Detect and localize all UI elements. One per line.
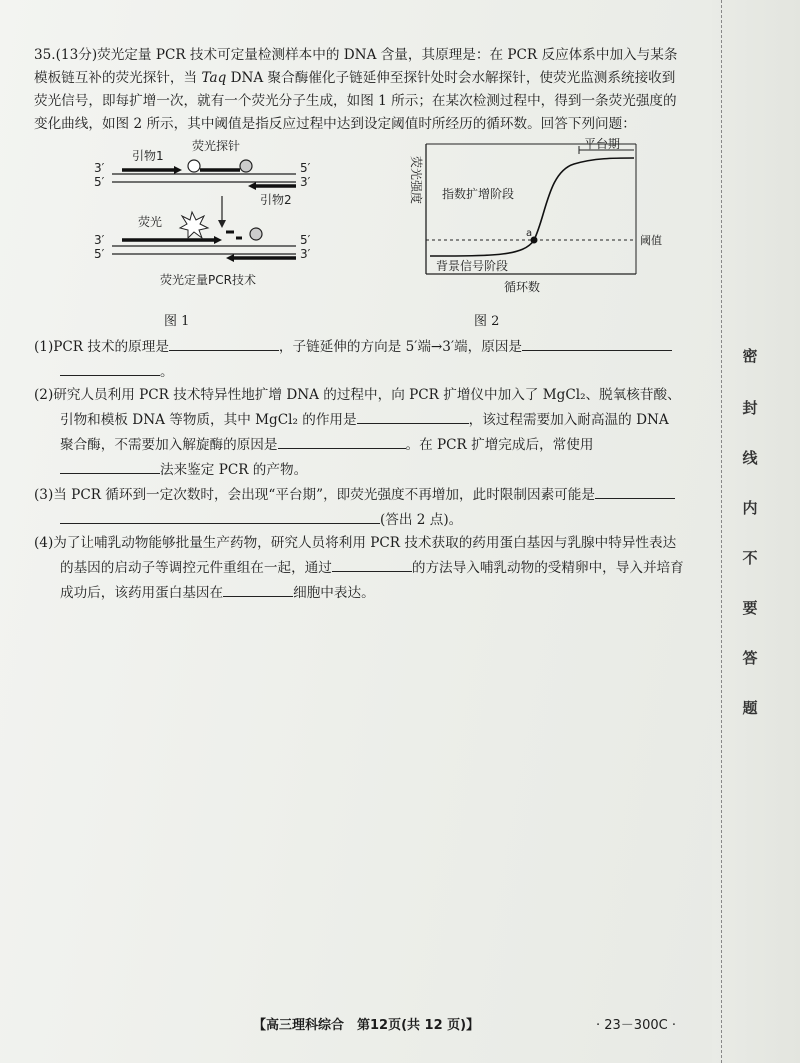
q1-blank-1[interactable]: [169, 334, 279, 351]
figure-2-chart: [384, 136, 662, 306]
intro-text-1: 荧光定量 PCR 技术可定量检测样本中的 DNA 含量，其原理是：在 PCR 反应体系中加入与某条模板链互补的荧光探针，当: [34, 47, 678, 86]
fig1-primer2-label: 引物2: [260, 193, 292, 207]
q4-text-1: (4)为了让哺乳动物能够批量生产药物，研究人员将利用 PCR 技术获取的药用蛋白基因与乳腺中特异性表达的基因的启动子等调控元件重组在一起，通过: [34, 535, 677, 576]
footer-page-info: 【高三理科综合 第12页(共 12 页)】: [253, 1018, 480, 1033]
figure-1-caption: 图 1: [164, 314, 190, 329]
footer-exam-code: · 23－300C ·: [596, 1018, 676, 1033]
q2-text-2: ，该过程需要加入耐高温的 DNA 聚合酶，不需要加入解旋酶的原因是: [60, 412, 669, 453]
side-char-8: 题: [742, 699, 758, 717]
side-char-1: 密: [742, 347, 758, 365]
question-score: (13分): [55, 47, 98, 63]
fig1-end-3b: 3′: [300, 175, 311, 189]
question-intro: [34, 44, 684, 136]
sub-question-3: [34, 482, 684, 532]
q3-blank-1[interactable]: [595, 482, 675, 499]
binding-margin: [712, 0, 800, 1063]
intro-text-2: DNA 聚合酶催化子链延伸至探针处时会水解探针，使荧光监测系统接收到荧光信号，即每扩增一次，就有一个荧光分子生成，如图 1 所示；在某次检测过程中，得到一条荧光强度的变化曲线，如图 2 所示，其中阈值是指反应过程中达到设定阈值时所经历的循环数。回答下列问题：: [34, 70, 677, 132]
q1-text-2: ，子链延伸的方向是 5′端→3′端，原因是: [278, 339, 523, 355]
figure-1-diagram: [74, 139, 324, 292]
fig1-end-3d: 3′: [300, 247, 311, 261]
fig1-end-5d: 5′: [300, 233, 311, 247]
q1-text-3: 。: [160, 364, 174, 380]
fig2-a-label: a: [526, 228, 533, 239]
fig2-threshold-label: 阈值: [640, 234, 662, 247]
side-char-6: 要: [742, 599, 758, 617]
q4-blank-2[interactable]: [223, 580, 293, 597]
fig2-ylabel: 荧光强度: [409, 156, 423, 205]
q2-text-3: 。在 PCR 扩增完成后，常使用: [405, 437, 594, 453]
fig1-probe-label: 荧光探针: [192, 139, 241, 153]
q1-blank-3[interactable]: [60, 359, 160, 376]
question-35: [34, 44, 684, 605]
q2-text-4: 法来鉴定 PCR 的产物。: [160, 462, 308, 478]
q2-blank-2[interactable]: [278, 432, 406, 449]
fig2-plateau-label: 平台期: [584, 137, 621, 151]
fig1-end-5b: 5′: [300, 161, 311, 175]
fig2-xlabel: 循环数: [504, 280, 541, 294]
q3-blank-2[interactable]: [60, 507, 380, 524]
fig1-fluor-label: 荧光: [138, 215, 163, 229]
side-char-4: 内: [742, 499, 758, 517]
fig2-exp-label: 指数扩增阶段: [442, 187, 515, 201]
q2-blank-1[interactable]: [357, 407, 469, 424]
side-char-5: 不: [742, 549, 758, 567]
q3-text-1: (3)当 PCR 循环到一定次数时，会出现“平台期”，即荧光强度不再增加，此时限制因素可能是: [34, 487, 595, 503]
fig1-title: 荧光定量PCR技术: [160, 273, 256, 287]
fig1-primer1-label: 引物1: [132, 149, 164, 163]
q3-text-2: (答出 2 点)。: [380, 512, 463, 528]
side-char-2: 封: [742, 399, 758, 417]
q4-blank-1[interactable]: [332, 555, 412, 572]
sub-question-2: [34, 384, 684, 482]
figure-2-caption: 图 2: [474, 314, 500, 329]
intro-taq: Taq: [201, 70, 227, 86]
q2-blank-3[interactable]: [60, 457, 160, 474]
q1-blank-2[interactable]: [522, 334, 672, 351]
q4-text-3: 细胞中表达。: [293, 585, 375, 601]
figures: [34, 137, 684, 332]
side-char-7: 答: [742, 649, 758, 667]
side-char-3: 线: [742, 449, 758, 467]
fig2-bg-label: 背景信号阶段: [436, 259, 509, 273]
q2-text-1: (2)研究人员利用 PCR 技术特异性地扩增 DNA 的过程中，向 PCR 扩增仪中加入了 MgCl₂、脱氧核苷酸、引物和模板 DNA 等物质，其中 MgCl₂ 的作用是: [34, 387, 681, 428]
question-number: 35.: [34, 47, 56, 63]
fig1-end-3a: 3′: [94, 161, 105, 175]
fig1-end-3c: 3′: [94, 233, 105, 247]
fig1-end-5c: 5′: [94, 247, 105, 261]
q4-text-2: 的方法导入哺乳动物的受精卵中，导入并培育成功后，该药用蛋白基因在: [60, 560, 684, 601]
q1-text-1: (1)PCR 技术的原理是: [34, 339, 169, 355]
fig1-end-5a: 5′: [94, 175, 105, 189]
binding-dashed-line: [721, 0, 722, 1063]
sub-question-1: [34, 334, 684, 384]
sub-question-4: [34, 532, 684, 605]
